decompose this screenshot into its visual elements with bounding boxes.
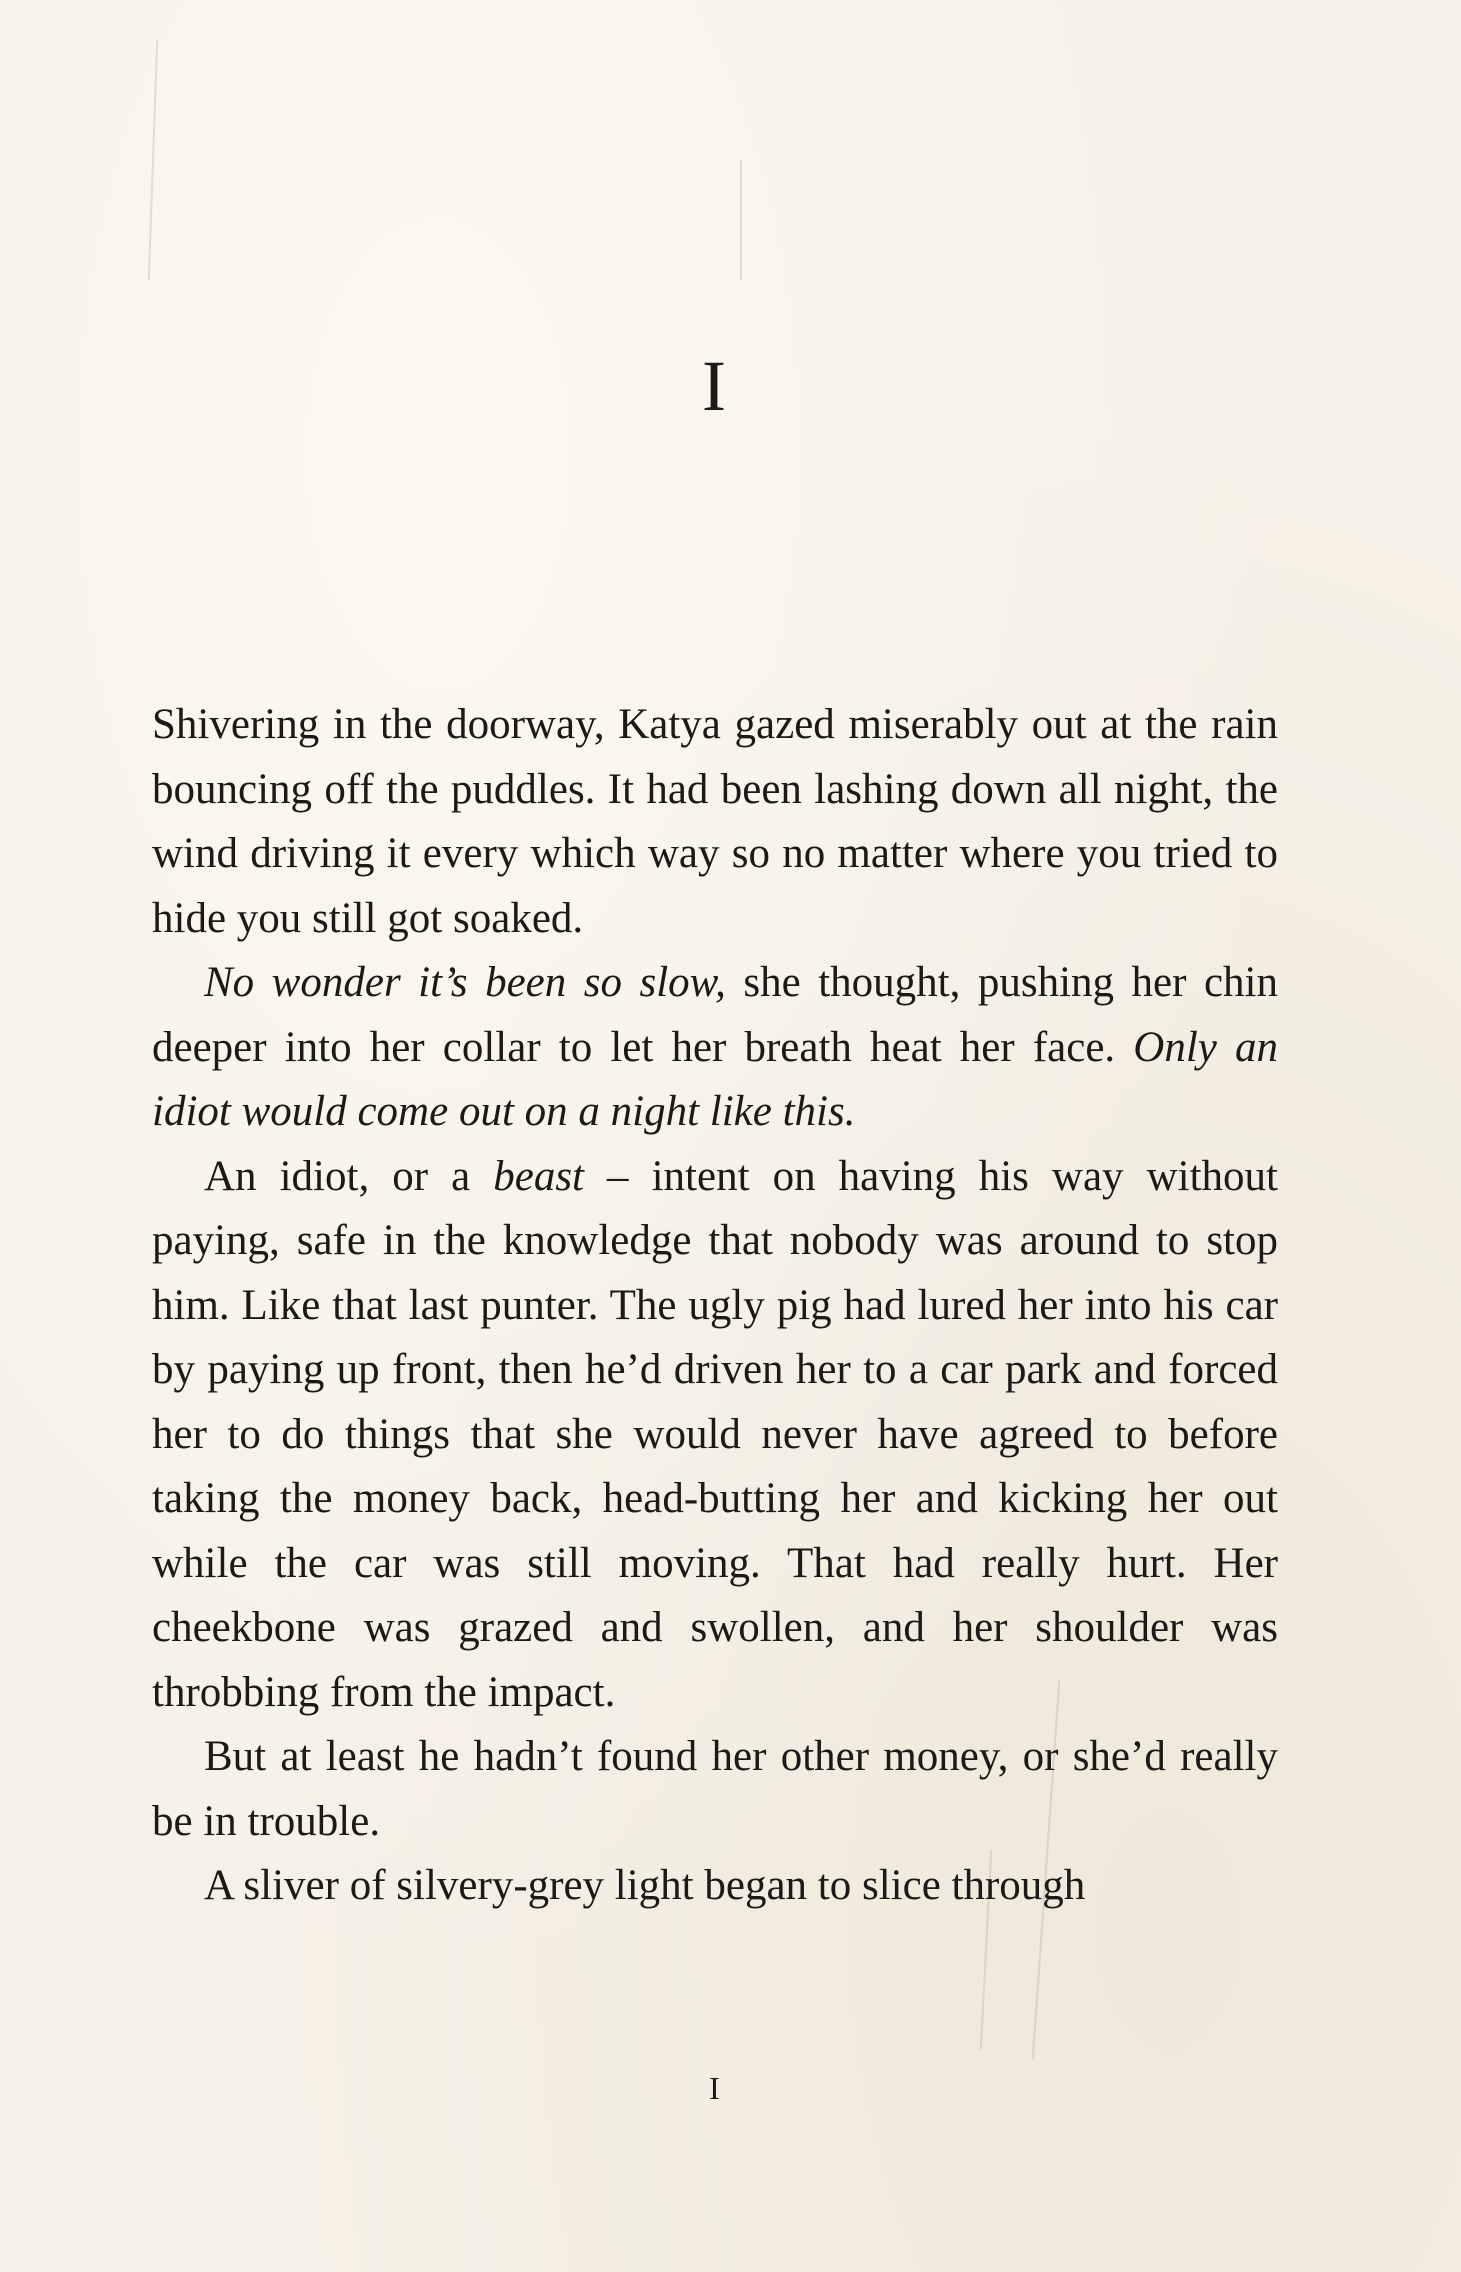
chapter-number: I xyxy=(702,346,728,426)
paragraph xyxy=(152,1145,1278,1726)
paper-crease xyxy=(740,160,742,280)
chapter-body-text xyxy=(152,693,1278,1919)
italic-text: beast xyxy=(493,1152,585,1200)
text-run: – intent on having his way without paying, safe in the knowledge that nobody was around to stop him. Like that last punter. The ugly pig had lured her into his car by paying up front, then he’d driven her to a car park and forced her to do things that she would never have agreed to before taking the money back, head-butting her and kicking her out while the car was still moving. That had really hurt. Her cheekbone was grazed and swollen, and her shoulder was throbbing from the impact. xyxy=(152,1152,1278,1716)
paper-crease xyxy=(148,40,158,280)
italic-text: Only an idiot would come out on a night like this. xyxy=(152,1023,1278,1135)
page-number: I xyxy=(709,2070,721,2106)
paragraph xyxy=(152,1854,1278,1919)
paragraph xyxy=(152,951,1278,1145)
paragraph xyxy=(152,1725,1278,1854)
text-run: she thought, pushing her chin deeper into her collar to let her breath heat her face. xyxy=(152,959,1278,1071)
italic-text: No wonder it’s been so slow, xyxy=(204,959,726,1006)
text-run: A sliver of silvery-grey light began to slice through xyxy=(204,1862,1086,1909)
text-run: Shivering in the doorway, Katya gazed miserably out at the rain bouncing off the puddles. It had been lashing down all night, the wind driving it every which way so no matter where you tried to hide you still got soaked. xyxy=(152,701,1278,942)
paragraph xyxy=(152,693,1278,951)
text-run: But at least he hadn’t found her other money, or she’d really be in trouble. xyxy=(152,1733,1278,1845)
text-run: An idiot, or a xyxy=(204,1152,494,1200)
